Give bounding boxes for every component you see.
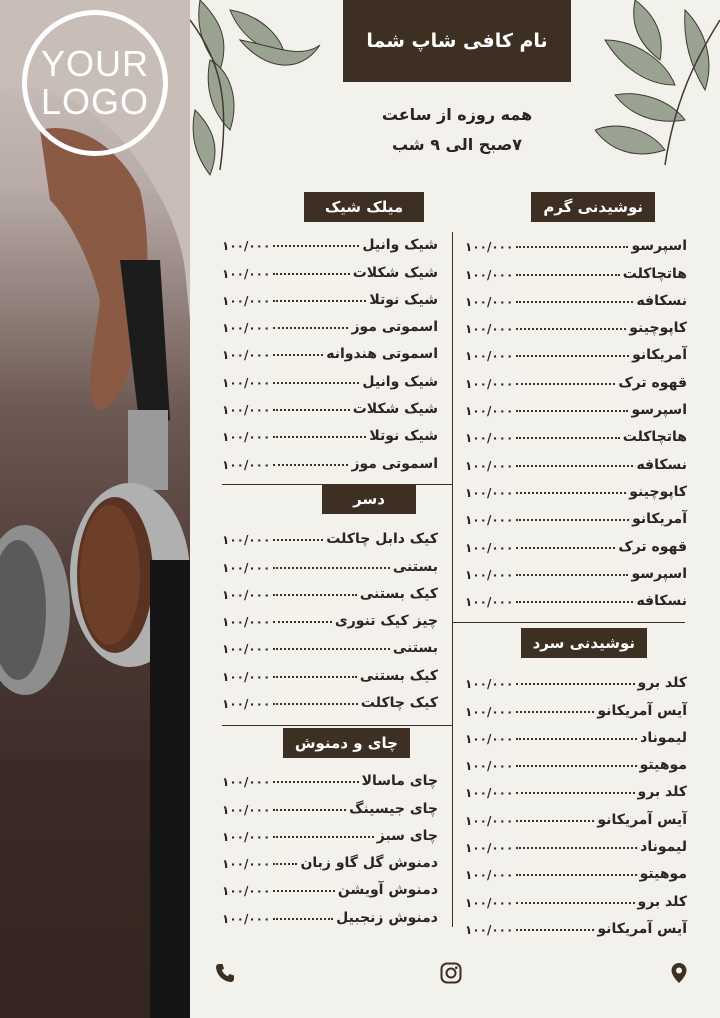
menu-item bbox=[465, 555, 687, 582]
menu-item-name: شیک نوتلا bbox=[369, 428, 438, 445]
dot-leader bbox=[273, 621, 332, 623]
menu-item bbox=[465, 910, 687, 937]
menu-item bbox=[222, 656, 438, 683]
menu-item-price: ۱۰۰/۰۰۰ bbox=[222, 560, 271, 575]
menu-item-name: اسپرسو bbox=[631, 565, 687, 582]
menu-item bbox=[222, 629, 438, 656]
menu-item-name: آمریکانو bbox=[632, 347, 687, 364]
menu-item-name: قهوه ترک bbox=[618, 538, 687, 555]
menu-item bbox=[222, 898, 438, 925]
milkshake-section bbox=[222, 192, 438, 472]
menu-item-name: چیز کیک تنوری bbox=[334, 613, 438, 630]
menu-item bbox=[465, 473, 687, 500]
hours-line-1: همه روزه از ساعت bbox=[381, 105, 533, 124]
menu-item bbox=[465, 418, 687, 445]
menu-item bbox=[222, 362, 438, 389]
menu-item bbox=[222, 308, 438, 335]
menu-item-name: کیک بستنی bbox=[359, 667, 438, 684]
menu-item-name: چای سبز bbox=[376, 827, 438, 844]
menu-item-price: ۱۰۰/۰۰۰ bbox=[222, 775, 271, 790]
menu-item-price: ۱۰۰/۰۰۰ bbox=[465, 294, 514, 309]
dot-leader bbox=[516, 274, 619, 276]
menu-item-name: شیک شکلات bbox=[352, 401, 438, 418]
menu-item bbox=[222, 253, 438, 280]
menu-item-name: دمنوش آویشن bbox=[337, 882, 438, 899]
menu-item bbox=[465, 882, 687, 909]
menu-item bbox=[222, 390, 438, 417]
menu-item-name: بستنی bbox=[392, 558, 438, 575]
tea-section bbox=[222, 728, 438, 926]
menu-item-name: هاتچاکلت bbox=[622, 429, 687, 446]
menu-item-price: ۱۰۰/۰۰۰ bbox=[222, 857, 271, 872]
coffee-photo bbox=[0, 0, 190, 1018]
menu-item-price: ۱۰۰/۰۰۰ bbox=[465, 759, 514, 774]
menu-item-price: ۱۰۰/۰۰۰ bbox=[465, 595, 514, 610]
dot-leader bbox=[273, 354, 323, 356]
dot-leader bbox=[516, 683, 634, 685]
divider-right bbox=[453, 622, 685, 623]
milkshake-list bbox=[222, 226, 438, 472]
dot-leader bbox=[273, 918, 333, 920]
dot-leader bbox=[273, 567, 390, 569]
dot-leader bbox=[516, 902, 634, 904]
menu-item-price: ۱۰۰/۰۰۰ bbox=[222, 802, 271, 817]
menu-item-price: ۱۰۰/۰۰۰ bbox=[465, 240, 514, 255]
dot-leader bbox=[516, 437, 619, 439]
menu-item bbox=[465, 363, 687, 390]
dot-leader bbox=[516, 847, 637, 849]
menu-item-name: کلد برو bbox=[637, 675, 687, 692]
menu-item-name: کلد برو bbox=[637, 784, 687, 801]
menu-item bbox=[465, 746, 687, 773]
leaves-right-icon bbox=[595, 0, 720, 170]
menu-item-name: قهوه ترک bbox=[618, 374, 687, 391]
menu-item bbox=[222, 281, 438, 308]
dot-leader bbox=[516, 519, 629, 521]
menu-item bbox=[222, 844, 438, 871]
menu-item-name: کیک بستنی bbox=[359, 585, 438, 602]
menu-item-price: ۱۰۰/۰۰۰ bbox=[465, 322, 514, 337]
cold-drinks-heading: نوشیدنی سرد bbox=[521, 628, 647, 658]
dot-leader bbox=[516, 601, 633, 603]
dot-leader bbox=[516, 929, 594, 931]
menu-item bbox=[465, 527, 687, 554]
menu-item-name: آیس آمریکانو bbox=[597, 920, 687, 937]
menu-item-price: ۱۰۰/۰۰۰ bbox=[465, 841, 514, 856]
menu-item bbox=[222, 789, 438, 816]
dot-leader bbox=[516, 820, 594, 822]
menu-item-name: اسپرسو bbox=[631, 238, 687, 255]
menu-item-price: ۱۰۰/۰۰۰ bbox=[465, 731, 514, 746]
dot-leader bbox=[516, 874, 636, 876]
column-divider bbox=[452, 232, 453, 927]
menu-item bbox=[465, 719, 687, 746]
menu-item-name: چای ماسالا bbox=[361, 773, 438, 790]
menu-item-price: ۱۰۰/۰۰۰ bbox=[222, 697, 271, 712]
menu-item-name: آیس آمریکانو bbox=[597, 811, 687, 828]
menu-item-name: لیموناد bbox=[640, 839, 687, 856]
menu-item-price: ۱۰۰/۰۰۰ bbox=[222, 375, 271, 390]
menu-item bbox=[465, 800, 687, 827]
opening-hours bbox=[320, 100, 594, 160]
hours-line-2: ۷صبح الی ۹ شب bbox=[391, 135, 523, 154]
hot-drinks-heading: نوشیدنی گرم bbox=[531, 192, 655, 222]
menu-item bbox=[222, 762, 438, 789]
menu-item-name: آیس آمریکانو bbox=[597, 702, 687, 719]
dot-leader bbox=[273, 539, 323, 541]
dot-leader bbox=[273, 245, 359, 247]
menu-item-name: چای جیسینگ bbox=[349, 800, 438, 817]
menu-item-price: ۱۰۰/۰۰۰ bbox=[465, 895, 514, 910]
menu-item-price: ۱۰۰/۰۰۰ bbox=[222, 321, 271, 336]
menu-item-price: ۱۰۰/۰۰۰ bbox=[465, 704, 514, 719]
menu-item bbox=[222, 602, 438, 629]
menu-item bbox=[222, 547, 438, 574]
dessert-section bbox=[222, 484, 438, 711]
menu-item-name: دمنوش زنجبیل bbox=[336, 909, 438, 926]
menu-item bbox=[465, 227, 687, 254]
menu-item-name: نسکافه bbox=[636, 593, 687, 610]
menu-item-price: ۱۰۰/۰۰۰ bbox=[222, 642, 271, 657]
menu-item bbox=[465, 282, 687, 309]
menu-item-price: ۱۰۰/۰۰۰ bbox=[222, 457, 271, 472]
dot-leader bbox=[516, 355, 629, 357]
menu-item-price: ۱۰۰/۰۰۰ bbox=[222, 266, 271, 281]
menu-item bbox=[465, 582, 687, 609]
menu-area bbox=[190, 0, 720, 1018]
dot-leader bbox=[516, 328, 626, 330]
menu-item bbox=[465, 664, 687, 691]
menu-item-price: ۱۰۰/۰۰۰ bbox=[222, 884, 271, 899]
hot-drinks-list bbox=[465, 227, 687, 609]
menu-item-price: ۱۰۰/۰۰۰ bbox=[222, 911, 271, 926]
menu-item-price: ۱۰۰/۰۰۰ bbox=[465, 458, 514, 473]
dot-leader bbox=[273, 464, 348, 466]
menu-item-name: آمریکانو bbox=[632, 511, 687, 528]
location-icon[interactable] bbox=[664, 958, 694, 988]
dot-leader bbox=[273, 676, 357, 678]
menu-item-price: ۱۰۰/۰۰۰ bbox=[465, 922, 514, 937]
menu-item-name: اسموتی موز bbox=[351, 319, 438, 336]
menu-item bbox=[465, 500, 687, 527]
milkshake-heading: میلک شیک bbox=[304, 192, 424, 222]
menu-item-name: شیک وانیل bbox=[362, 373, 438, 390]
dot-leader bbox=[273, 809, 346, 811]
menu-item-name: کلد برو bbox=[637, 893, 687, 910]
menu-item bbox=[465, 391, 687, 418]
menu-item bbox=[465, 254, 687, 281]
dot-leader bbox=[516, 492, 626, 494]
logo-line-2: LOGO bbox=[40, 81, 150, 122]
menu-item-name: موهیتو bbox=[639, 757, 687, 774]
menu-item-name: دمنوش گل گاو زبان bbox=[300, 855, 438, 872]
menu-item-name: شیک وانیل bbox=[362, 237, 438, 254]
menu-item-name: اسپرسو bbox=[631, 402, 687, 419]
menu-item-price: ۱۰۰/۰۰۰ bbox=[222, 403, 271, 418]
cold-drinks-list bbox=[465, 664, 687, 937]
logo bbox=[22, 10, 168, 156]
menu-item bbox=[222, 335, 438, 362]
dot-leader bbox=[516, 547, 615, 549]
dot-leader bbox=[516, 792, 634, 794]
dot-leader bbox=[516, 711, 594, 713]
menu-item bbox=[222, 575, 438, 602]
hot-drinks-section bbox=[465, 192, 687, 609]
menu-item-price: ۱۰۰/۰۰۰ bbox=[465, 349, 514, 364]
menu-item-name: کاپوچینو bbox=[629, 483, 687, 500]
menu-item-name: اسموتی موز bbox=[351, 455, 438, 472]
menu-item-price: ۱۰۰/۰۰۰ bbox=[465, 786, 514, 801]
tea-heading: چای و دمنوش bbox=[283, 728, 410, 758]
phone-icon[interactable] bbox=[210, 958, 240, 988]
menu-item-price: ۱۰۰/۰۰۰ bbox=[222, 669, 271, 684]
menu-item bbox=[222, 520, 438, 547]
menu-item-name: کیک دابل چاکلت bbox=[326, 531, 438, 548]
menu-item-price: ۱۰۰/۰۰۰ bbox=[465, 868, 514, 883]
dot-leader bbox=[273, 781, 358, 783]
menu-item-price: ۱۰۰/۰۰۰ bbox=[465, 677, 514, 692]
menu-item-price: ۱۰۰/۰۰۰ bbox=[465, 540, 514, 555]
leaves-left-icon bbox=[190, 0, 340, 180]
dot-leader bbox=[273, 409, 349, 411]
cold-drinks-section bbox=[465, 628, 687, 937]
dot-leader bbox=[273, 300, 366, 302]
menu-item bbox=[465, 309, 687, 336]
menu-item bbox=[222, 417, 438, 444]
menu-item bbox=[222, 684, 438, 711]
menu-item bbox=[465, 691, 687, 718]
menu-item-name: موهیتو bbox=[639, 866, 687, 883]
menu-item bbox=[222, 817, 438, 844]
menu-item-price: ۱۰۰/۰۰۰ bbox=[465, 404, 514, 419]
instagram-icon[interactable] bbox=[436, 958, 466, 988]
menu-item-name: شیک شکلات bbox=[352, 264, 438, 281]
dot-leader bbox=[273, 863, 297, 865]
dot-leader bbox=[516, 765, 636, 767]
menu-item-price: ۱۰۰/۰۰۰ bbox=[222, 348, 271, 363]
menu-item-price: ۱۰۰/۰۰۰ bbox=[465, 485, 514, 500]
dot-leader bbox=[273, 382, 359, 384]
menu-item bbox=[465, 855, 687, 882]
dessert-heading: دسر bbox=[322, 484, 416, 514]
menu-item-price: ۱۰۰/۰۰۰ bbox=[222, 533, 271, 548]
dot-leader bbox=[516, 383, 615, 385]
dot-leader bbox=[516, 738, 637, 740]
menu-item-name: کیک چاکلت bbox=[360, 695, 438, 712]
menu-item bbox=[465, 336, 687, 363]
dot-leader bbox=[516, 574, 628, 576]
menu-item bbox=[465, 828, 687, 855]
menu-item-price: ۱۰۰/۰۰۰ bbox=[465, 513, 514, 528]
menu-item bbox=[222, 226, 438, 253]
menu-item-name: بستنی bbox=[392, 640, 438, 657]
dot-leader bbox=[516, 410, 628, 412]
menu-item bbox=[222, 871, 438, 898]
dot-leader bbox=[273, 890, 335, 892]
menu-item-price: ۱۰۰/۰۰۰ bbox=[465, 567, 514, 582]
menu-item-price: ۱۰۰/۰۰۰ bbox=[222, 239, 271, 254]
menu-item-price: ۱۰۰/۰۰۰ bbox=[465, 813, 514, 828]
menu-item-price: ۱۰۰/۰۰۰ bbox=[465, 267, 514, 282]
menu-item-price: ۱۰۰/۰۰۰ bbox=[465, 376, 514, 391]
dot-leader bbox=[273, 436, 366, 438]
menu-item-price: ۱۰۰/۰۰۰ bbox=[222, 829, 271, 844]
dot-leader bbox=[516, 246, 628, 248]
dot-leader bbox=[516, 301, 633, 303]
divider-left-2 bbox=[222, 725, 452, 726]
menu-item-price: ۱۰۰/۰۰۰ bbox=[465, 431, 514, 446]
menu-item bbox=[465, 773, 687, 800]
dot-leader bbox=[273, 273, 349, 275]
dot-leader bbox=[273, 594, 357, 596]
menu-item-name: کاپوچینو bbox=[629, 320, 687, 337]
menu-item bbox=[222, 444, 438, 471]
dot-leader bbox=[273, 327, 348, 329]
logo-line-1: YOUR bbox=[40, 43, 149, 84]
menu-item-name: هاتچاکلت bbox=[622, 265, 687, 282]
menu-item-name: شیک نوتلا bbox=[369, 291, 438, 308]
tea-list bbox=[222, 762, 438, 926]
menu-item-name: لیموناد bbox=[640, 729, 687, 746]
menu-item-price: ۱۰۰/۰۰۰ bbox=[222, 430, 271, 445]
dessert-list bbox=[222, 520, 438, 711]
menu-item-name: نسکافه bbox=[636, 292, 687, 309]
dot-leader bbox=[273, 836, 373, 838]
menu-item-price: ۱۰۰/۰۰۰ bbox=[222, 293, 271, 308]
menu-item-price: ۱۰۰/۰۰۰ bbox=[222, 587, 271, 602]
dot-leader bbox=[273, 648, 390, 650]
menu-item-name: اسموتی هندوانه bbox=[326, 346, 438, 363]
cafe-name: نام کافی شاپ شما bbox=[343, 0, 571, 82]
menu-item-name: نسکافه bbox=[636, 456, 687, 473]
menu-item bbox=[465, 445, 687, 472]
dot-leader bbox=[516, 465, 633, 467]
dot-leader bbox=[273, 703, 358, 705]
menu-item-price: ۱۰۰/۰۰۰ bbox=[222, 615, 271, 630]
